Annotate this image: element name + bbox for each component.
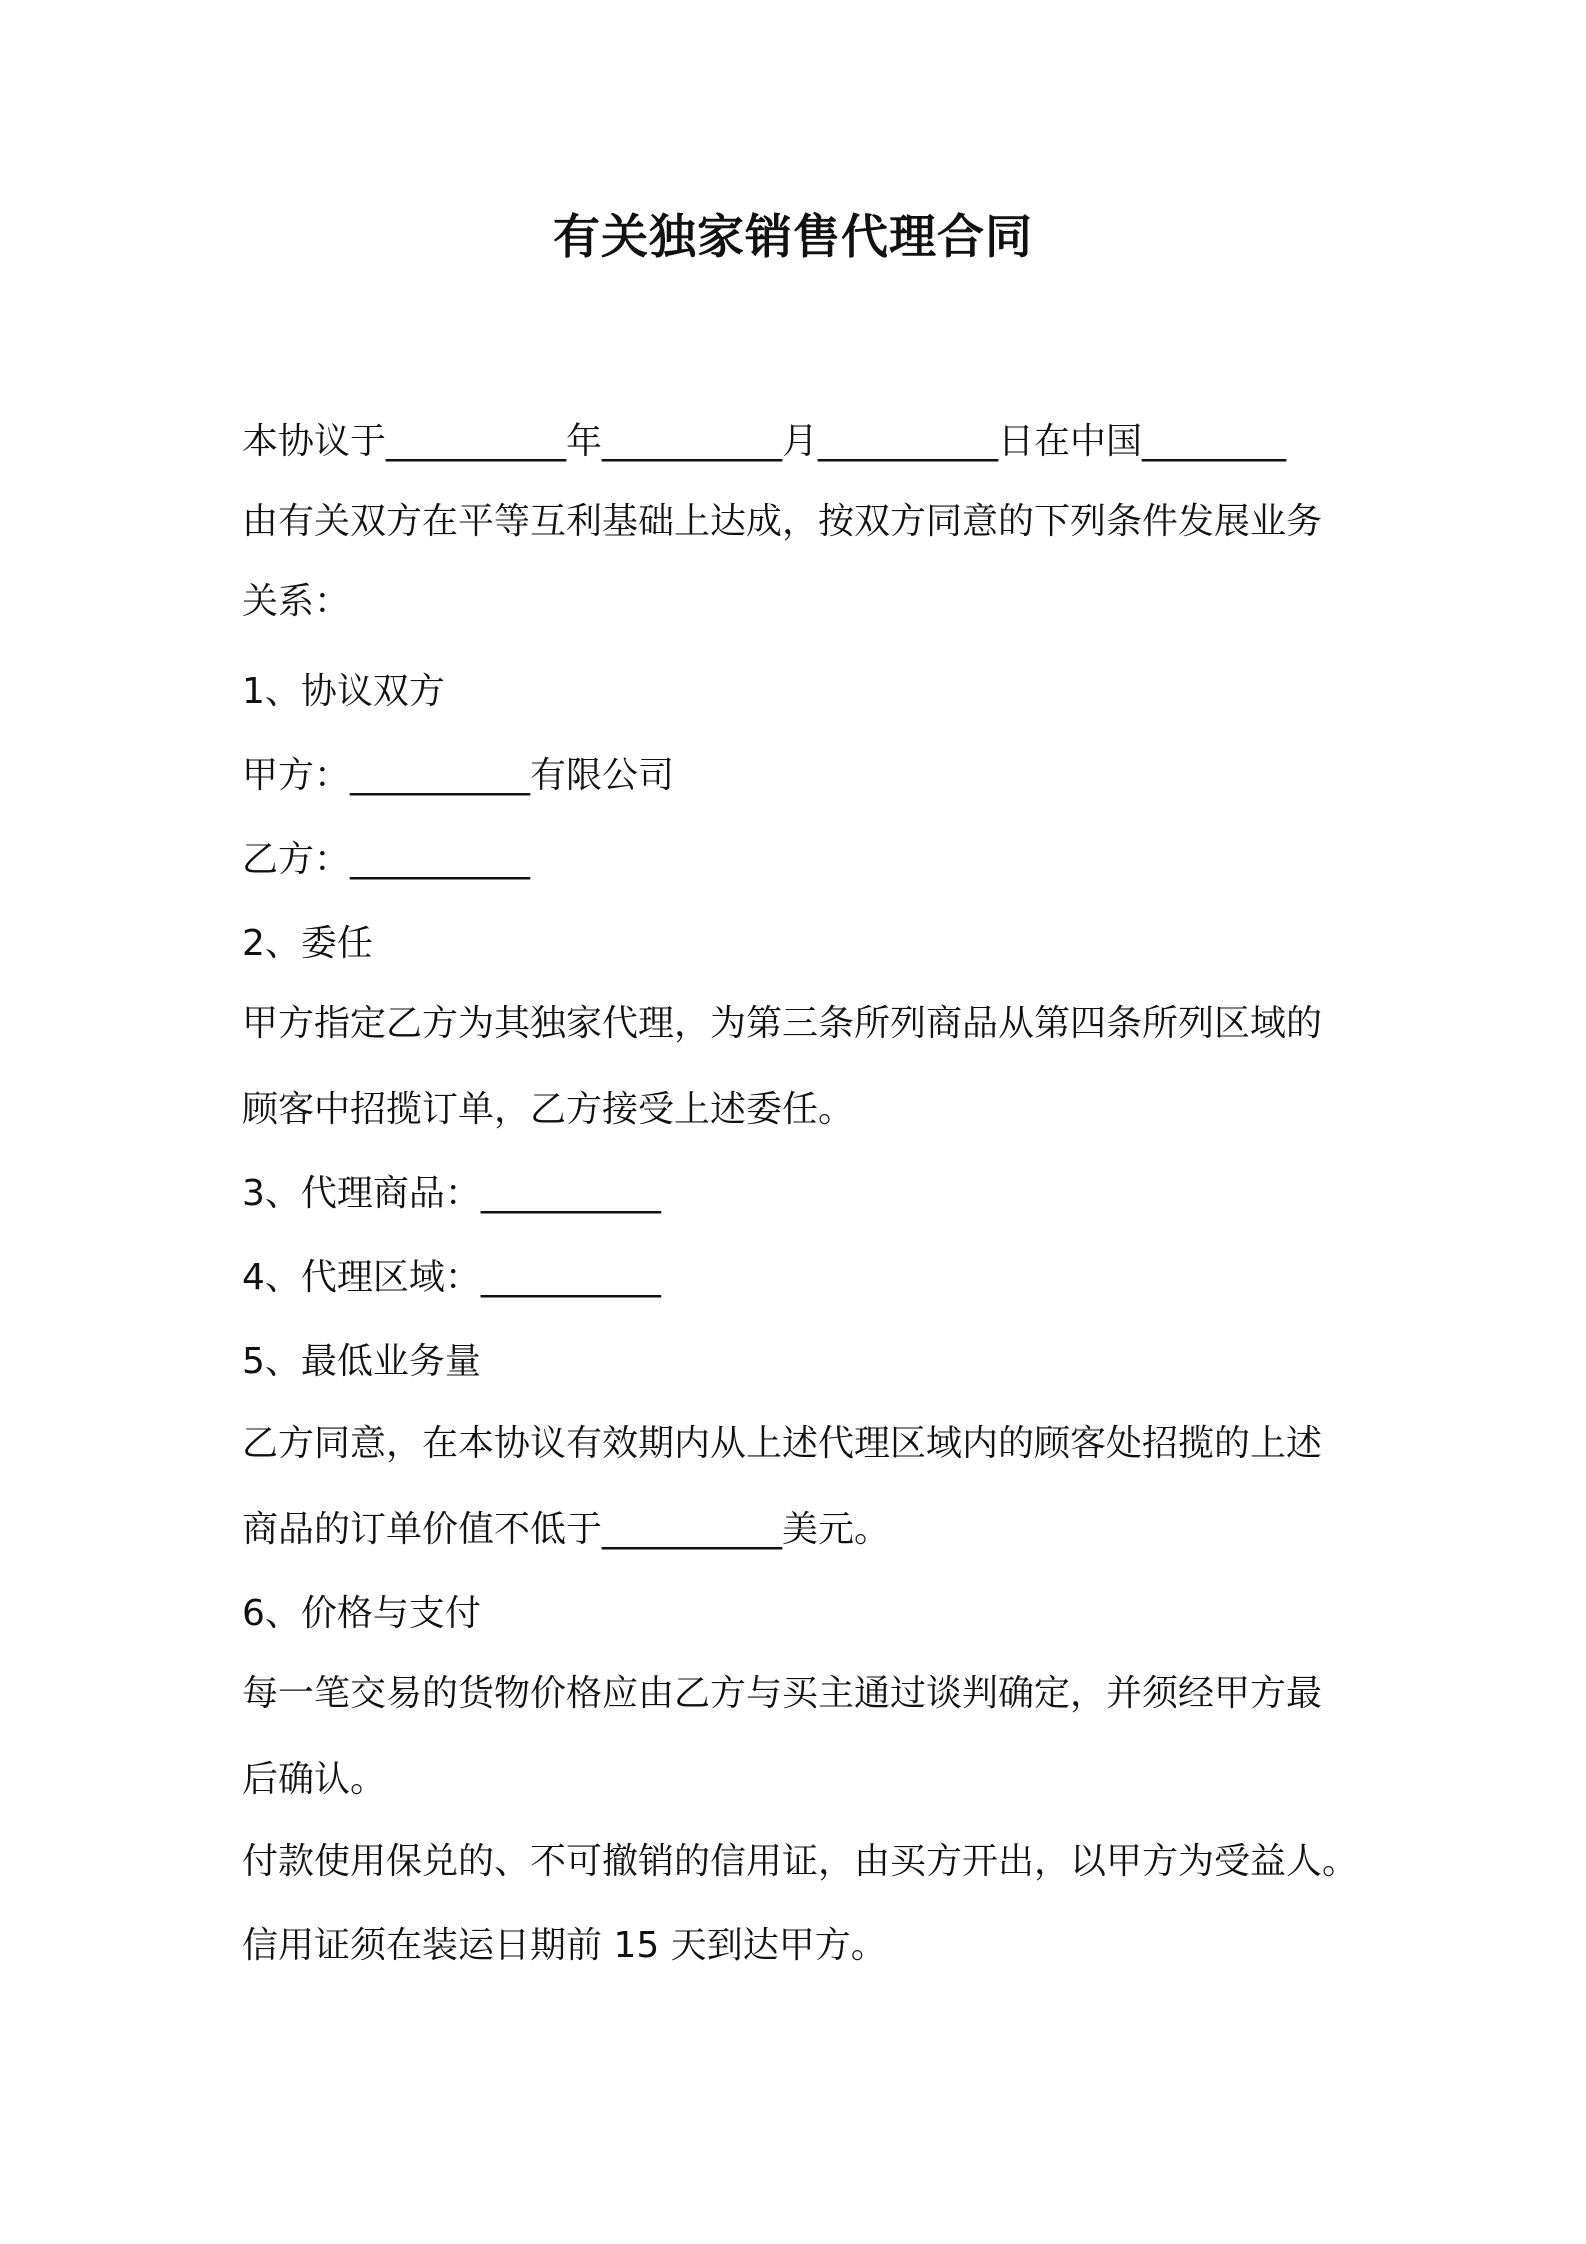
section-1-heading: 1、协议双方: [242, 671, 445, 712]
section-6-line-1: 每一笔交易的货物价格应由乙方与买主通过谈判确定，并须经甲方最: [242, 1673, 1323, 1714]
section-4-heading: 4、代理区域：__________: [242, 1257, 661, 1298]
section-6-heading: 6、价格与支付: [242, 1593, 481, 1634]
party-a-line: 甲方：__________有限公司: [242, 755, 675, 796]
party-b-line: 乙方：__________: [242, 839, 531, 880]
section-6-line-4: 信用证须在装运日期前 15 天到达甲方。: [242, 1925, 887, 1966]
intro-line-1: 本协议于__________年__________月__________日在中国________: [242, 421, 1287, 462]
intro-line-3: 关系：: [242, 581, 351, 622]
section-6-line-2: 后确认。: [242, 1759, 387, 1800]
section-2-line-1: 甲方指定乙方为其独家代理，为第三条所列商品从第四条所列区域的: [242, 1003, 1323, 1044]
section-5-heading: 5、最低业务量: [242, 1341, 481, 1382]
section-6-line-3: 付款使用保兑的、不可撤销的信用证，由买方开出，以甲方为受益人。: [242, 1841, 1359, 1882]
section-5-line-2: 商品的订单价值不低于__________美元。: [242, 1509, 891, 1550]
section-2-heading: 2、委任: [242, 923, 373, 964]
section-2-line-2: 顾客中招揽订单，乙方接受上述委任。: [242, 1089, 855, 1130]
section-5-line-1: 乙方同意，在本协议有效期内从上述代理区域内的顾客处招揽的上述: [242, 1423, 1323, 1464]
document-title: 有关独家销售代理合同: [553, 210, 1033, 265]
section-3-heading: 3、代理商品：__________: [242, 1173, 661, 1214]
intro-line-2: 由有关双方在平等互利基础上达成，按双方同意的下列条件发展业务: [242, 501, 1323, 542]
